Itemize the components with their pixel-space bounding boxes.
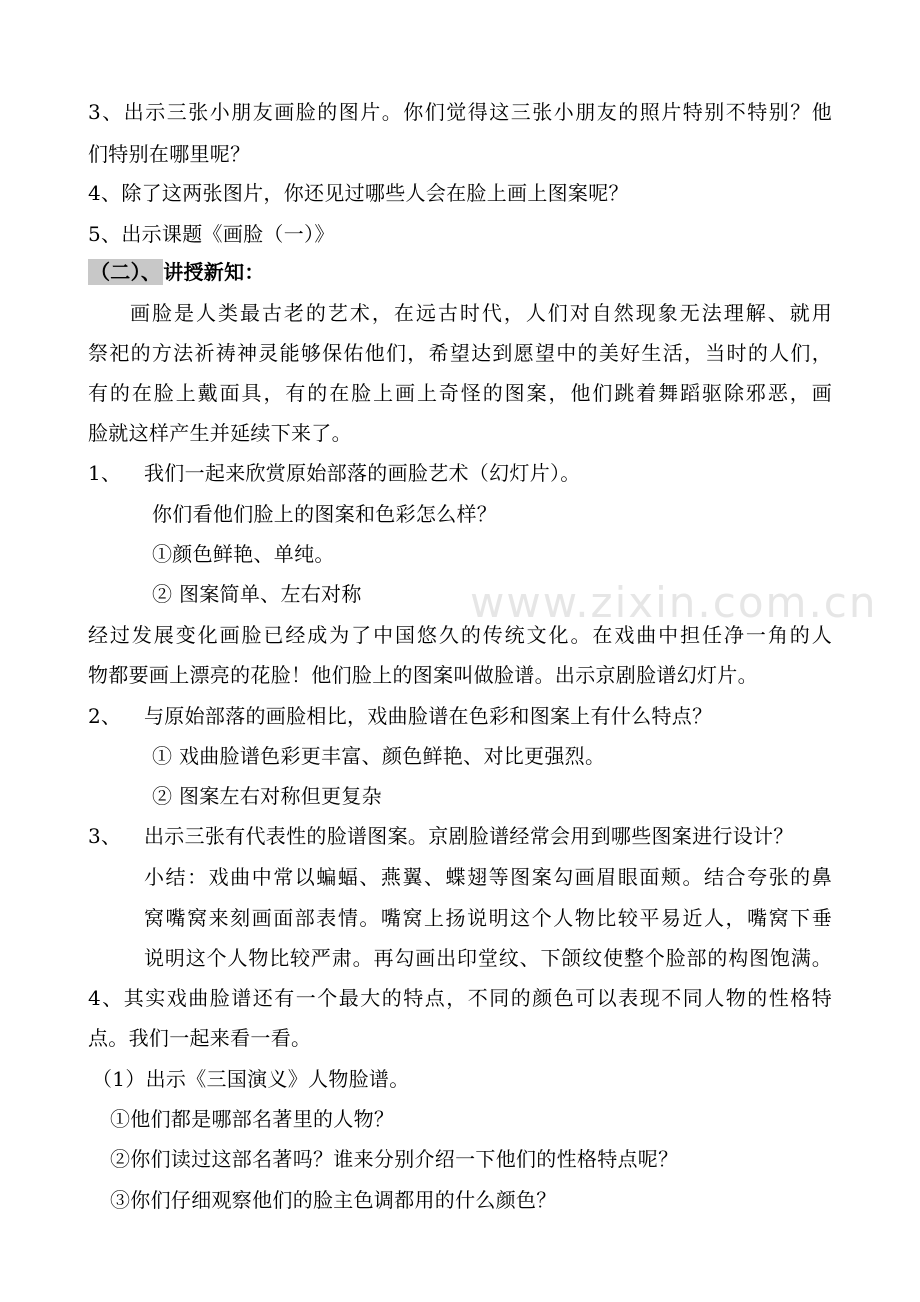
paragraph-line: ②你们读过这部名著吗？谁来分别介绍一下他们的性格特点呢？ [110,1147,679,1171]
paragraph-line: 祭祀的方法祈祷神灵能够保佑他们，希望达到愿望中的美好生活，当时的人们， [88,341,832,365]
paragraph-line: 3、出示三张小朋友画脸的图片。你们觉得这三张小朋友的照片特别不特别？他 [88,100,832,124]
paragraph-line: 4、其实戏曲脸谱还有一个最大的特点，不同的颜色可以表现不同人物的性格特 [88,986,832,1010]
paragraph-line: 脸就这样产生并延续下来了。 [88,421,352,445]
section-title: 讲授新知： [163,260,265,284]
list-item [88,460,581,486]
paragraph-line: 说明这个人物比较严肃。再勾画出印堂纹、下颌纹使整个脸部的构图饱满。 [144,946,832,970]
list-number: 1、 [88,461,122,485]
paragraph-line: 经过发展变化画脸已经成为了中国悠久的传统文化。在戏曲中担任净一角的人 [88,623,832,647]
paragraph-line: 画脸是人类最古老的艺术，在远古时代，人们对自然现象无法理解、就用 [130,301,832,325]
list-item [88,703,712,729]
paragraph-line: 小结：戏曲中常以蝙蝠、燕翼、蝶翅等图案勾画眉眼面颊。结合夸张的鼻 [144,865,832,889]
list-number: 2、 [88,704,122,728]
watermark: www.zixin.com.cn [470,578,878,627]
paragraph-line: 有的在脸上戴面具，有的在脸上画上奇怪的图案，他们跳着舞蹈驱除邪恶，画 [88,381,832,405]
paragraph-line: 你们看他们脸上的图案和色彩怎么样？ [152,502,498,526]
paragraph-line: ② 图案左右对称但更复杂 [152,784,382,808]
list-text: 与原始部落的画脸相比，戏曲脸谱在色彩和图案上有什么特点？ [144,704,713,728]
paragraph-line: ① 戏曲脸谱色彩更丰富、颜色鲜艳、对比更强烈。 [152,744,606,768]
list-text: 出示三张有代表性的脸谱图案。京剧脸谱经常会用到哪些图案进行设计？ [144,824,794,848]
list-number: 3、 [88,824,122,848]
paragraph-line: ①颜色鲜艳、单纯。 [152,542,335,566]
paragraph-line: 4、除了这两张图片，你还见过哪些人会在脸上画上图案呢？ [88,181,629,205]
paragraph-line: （1）出示《三国演义》人物脸谱。 [92,1067,410,1091]
paragraph-line: ② 图案简单、左右对称 [152,582,362,606]
list-text: 我们一起来欣赏原始部落的画脸艺术（幻灯片）。 [144,461,581,485]
section-number-highlight: （二）、 [90,260,162,284]
paragraph-line: ③你们仔细观察他们的脸主色调都用的什么颜色？ [110,1188,557,1212]
list-item [88,823,794,849]
paragraph-line: ①他们都是哪部名著里的人物？ [110,1107,395,1131]
paragraph-line: 们特别在哪里呢？ [88,142,251,166]
paragraph-line: 5、出示课题《画脸（一）》 [88,222,335,246]
paragraph-line: 物都要画上漂亮的花脸！他们脸上的图案叫做脸谱。出示京剧脸谱幻灯片。 [88,663,758,687]
paragraph-line: 窝嘴窝来刻画面部表情。嘴窝上扬说明这个人物比较平易近人，嘴窝下垂 [144,906,832,930]
paragraph-line: 点。我们一起来看一看。 [88,1026,312,1050]
section-heading [88,259,265,285]
